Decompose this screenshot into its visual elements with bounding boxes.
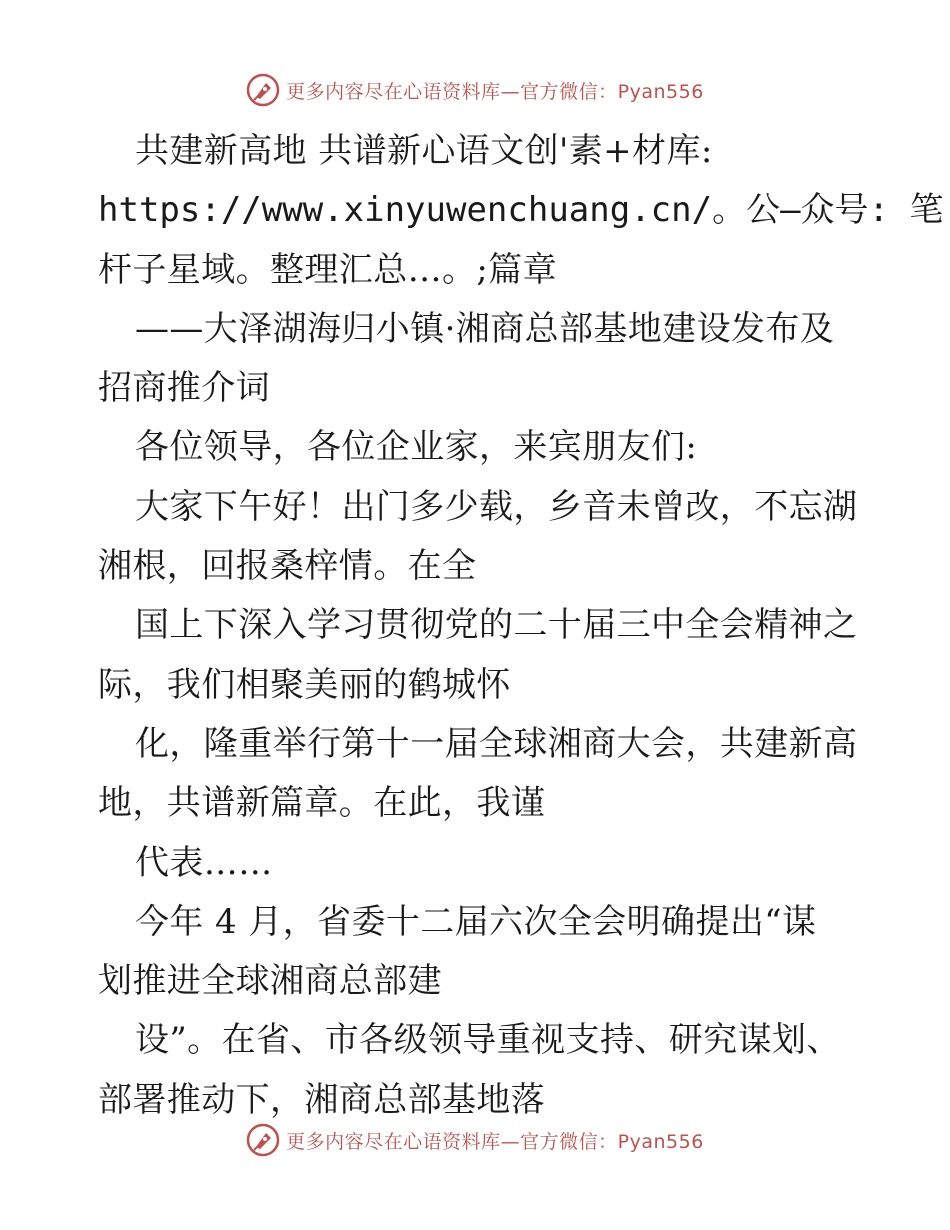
text-line-13: 代表…… bbox=[135, 842, 273, 883]
text-line-12: 地，共谱新篇章。在此，我谨 bbox=[98, 783, 546, 824]
subtitle-line-2: 招商推介词 bbox=[98, 368, 270, 409]
text-line-7: 大家下午好！出门多少载，乡音未曾改，不忘湖 bbox=[135, 486, 858, 527]
text-line-8: 湘根，回报桑梓情。在全 bbox=[98, 546, 477, 587]
document-body bbox=[98, 122, 944, 1130]
salutation: 各位领导，各位企业家，来宾朋友们: bbox=[135, 427, 698, 468]
text-line-2: https://www.xinyuwenchuang.cn/。公—众号: 笔 bbox=[98, 190, 944, 231]
text-line-10: 际，我们相聚美丽的鹤城怀 bbox=[98, 664, 511, 705]
subtitle-line-1: ——大泽湖海归小镇·湘商总部基地建设发布及 bbox=[135, 308, 835, 349]
text-line-14: 今年 4 月，省委十二届六次全会明确提出“谋 bbox=[135, 901, 817, 942]
text-line-1: 共建新高地 共谱新心语文创'素+材库: bbox=[135, 131, 713, 171]
footer-watermark bbox=[0, 1123, 950, 1157]
text-line-11: 化，隆重举行第十一届全球湘商大会，共建新高 bbox=[135, 723, 858, 764]
watermark-text: 更多内容尽在心语资料库—官方微信：Pyan556 bbox=[286, 1130, 704, 1153]
text-line-3: 杆子星域。整理汇总…。;篇章 bbox=[98, 249, 558, 290]
watermark-text: 更多内容尽在心语资料库—官方微信：Pyan556 bbox=[286, 80, 704, 103]
text-line-15: 划推进全球湘商总部建 bbox=[98, 961, 442, 1002]
pen-nib-logo-icon bbox=[246, 73, 280, 107]
text-line-9: 国上下深入学习贯彻党的二十届三中全会精神之 bbox=[135, 605, 858, 646]
header-watermark bbox=[0, 73, 950, 107]
text-line-16: 设”。在省、市各级领导重视支持、研究谋划、 bbox=[135, 1020, 841, 1061]
pen-nib-logo-icon bbox=[246, 1123, 280, 1157]
text-line-17: 部署推动下，湘商总部基地落 bbox=[98, 1079, 546, 1120]
